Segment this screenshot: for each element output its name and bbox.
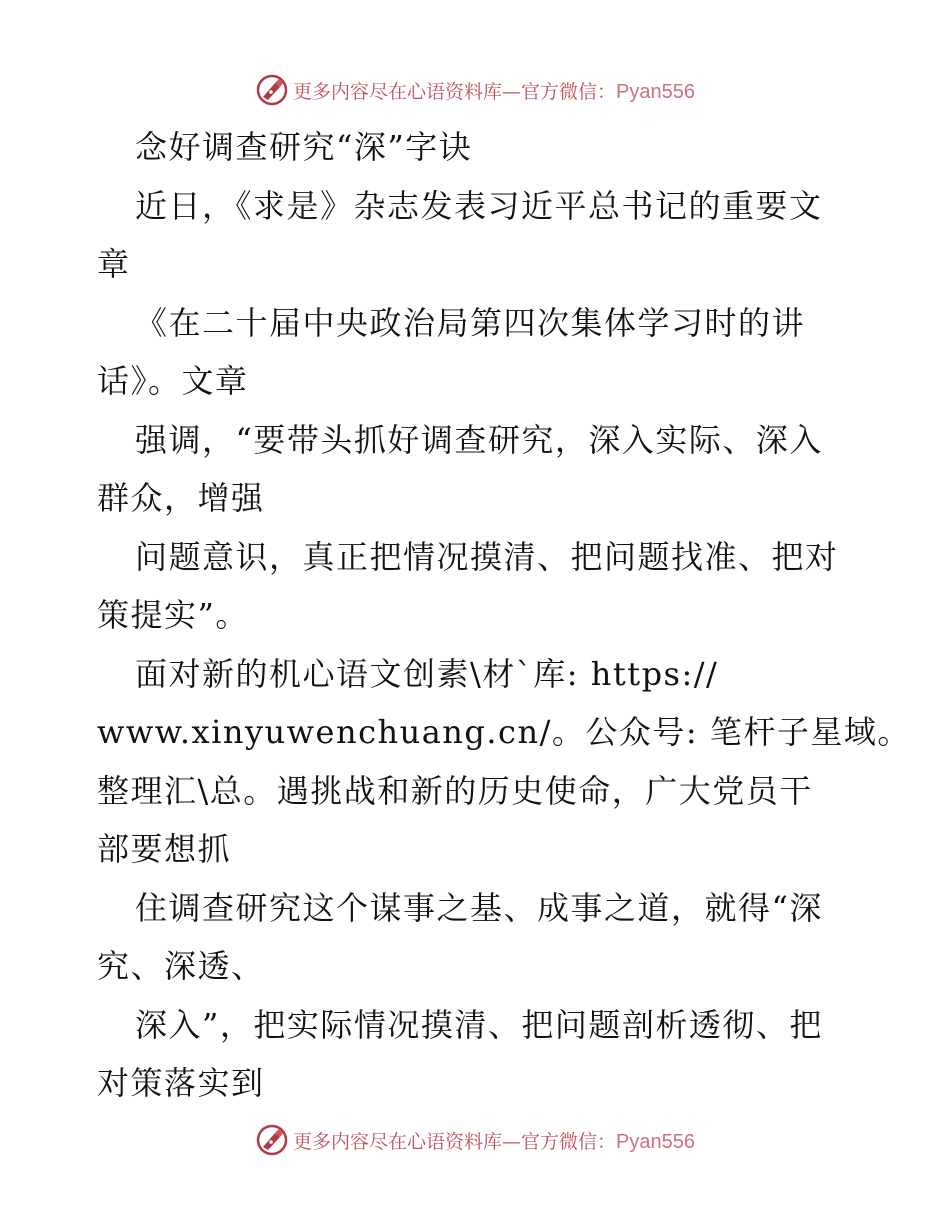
separator: — xyxy=(502,1130,522,1153)
document-line: 部要想抓 xyxy=(97,830,232,868)
header-banner xyxy=(0,70,950,110)
document-body xyxy=(97,118,911,1113)
document-line: 强调，“要带头抓好调查研究，深入实际、深入 xyxy=(135,420,823,459)
brand-text: 更多内容尽在心语资料库 xyxy=(293,1130,503,1153)
wechat-id: Pyan556 xyxy=(616,80,695,103)
pen-nib-logo-icon xyxy=(255,1123,289,1157)
footer-banner xyxy=(0,1120,950,1160)
document-line: 整理汇\总。遇挑战和新的历史使命，广大党员干 xyxy=(97,771,813,810)
document-line: 话》。文章 xyxy=(97,362,249,400)
document-line: 问题意识，真正把情况摸清、把问题找准、把对 xyxy=(135,537,839,576)
brand-text: 更多内容尽在心语资料库 xyxy=(293,80,503,103)
pen-nib-logo-icon xyxy=(255,73,289,107)
wechat-id: Pyan556 xyxy=(616,1130,695,1153)
wechat-label: 官方微信： xyxy=(521,1130,617,1153)
document-line: 住调查研究这个谋事之基、成事之道，就得“深 xyxy=(135,888,823,927)
document-line: 《在二十届中央政治局第四次集体学习时的讲 xyxy=(135,303,806,342)
document-line: www.xinyuwenchuang.cn/。公众号: 笔杆子星域。 xyxy=(97,713,911,751)
document-line: 面对新的机心语文创素\材`库: https:// xyxy=(135,654,719,693)
footer-banner-text xyxy=(293,1127,695,1154)
document-line: 究、深透、 xyxy=(97,947,265,985)
separator: — xyxy=(502,80,522,103)
document-line: 近日，《求是》杂志发表习近平总书记的重要文 xyxy=(135,186,823,225)
wechat-label: 官方微信： xyxy=(521,80,617,103)
document-line: 章 xyxy=(97,245,131,283)
document-line: 念好调查研究“深”字诀 xyxy=(135,128,473,166)
document-line: 策提实”。 xyxy=(97,596,249,634)
header-banner-text xyxy=(293,77,695,104)
document-line: 群众，增强 xyxy=(97,479,265,517)
document-line: 对策落实到 xyxy=(97,1064,265,1102)
document-line: 深入”，把实际情况摸清、把问题剖析透彻、把 xyxy=(135,1005,823,1044)
